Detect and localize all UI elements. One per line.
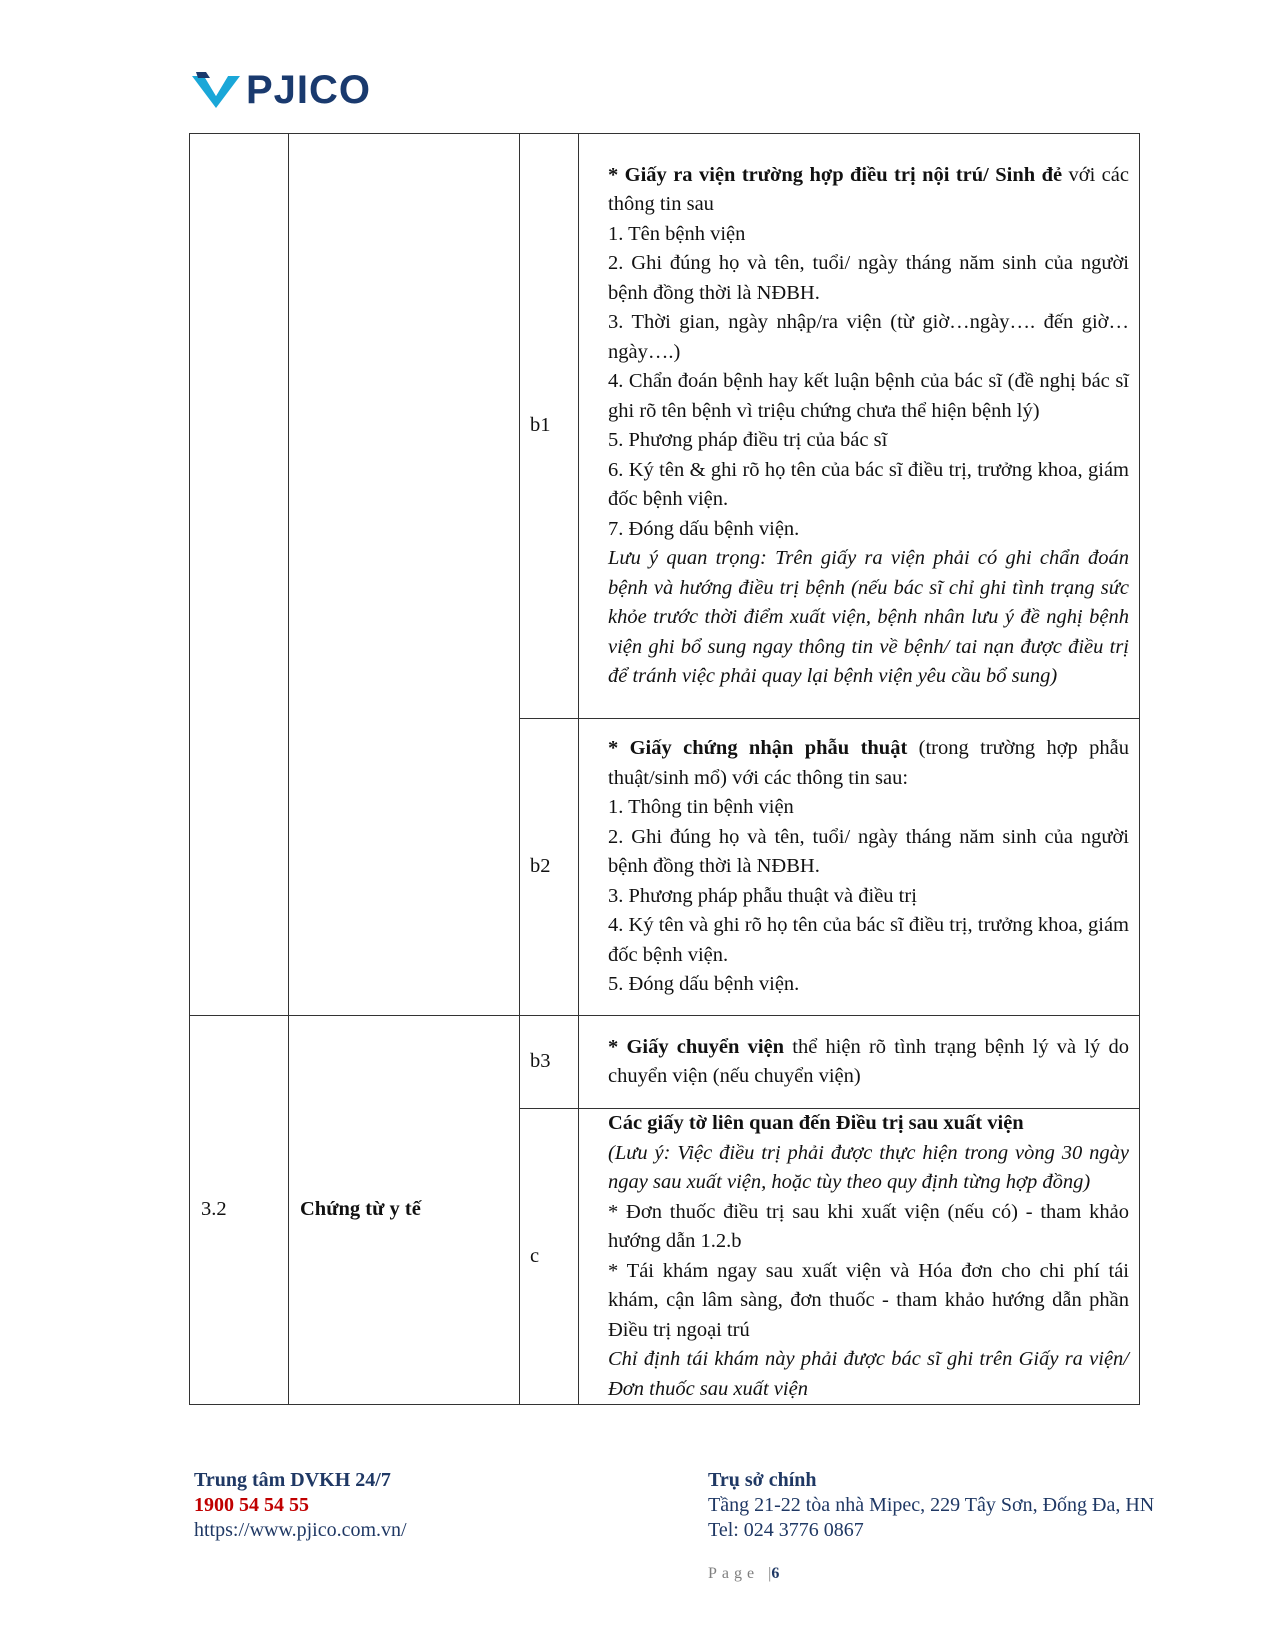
- row-content: [579, 1109, 1140, 1405]
- row-lead-bold: * Giấy chứng nhận phẫu thuật: [608, 737, 908, 760]
- list-item: 2. Ghi đúng họ và tên, tuổi/ ngày tháng năm sinh của người bệnh đồng thời là NĐBH.: [608, 825, 1129, 878]
- list-item: 1. Thông tin bệnh viện: [608, 796, 794, 819]
- logo-text: PJICO: [246, 68, 372, 112]
- section-title: Chứng từ y tế: [289, 1016, 520, 1405]
- row-lead-rest: thể hiện rõ tình trạng bệnh lý và lý do chuyển viện (nếu chuyển viện): [608, 1035, 1129, 1087]
- list-item: * Đơn thuốc điều trị sau khi xuất viện (nếu có) - tham khảo hướng dẫn 1.2.b: [608, 1200, 1129, 1252]
- address: Tầng 21-22 tòa nhà Mipec, 229 Tây Sơn, Đống Đa, HN: [708, 1494, 1155, 1516]
- list-item: 1. Tên bệnh viện: [608, 222, 746, 245]
- list-item: * Tái khám ngay sau xuất viện và Hóa đơn cho chi phí tái khám, cận lâm sàng, đơn thuốc - tham khảo hướng dẫn phần Điều trị ngoại trú: [608, 1259, 1129, 1341]
- page-number-value: 6: [771, 1565, 780, 1582]
- row-lead-rest: với các thông tin sau: [608, 163, 1129, 215]
- table-row: [190, 1016, 1140, 1109]
- row-lead: [608, 1033, 1129, 1092]
- row-lead-bold: * Giấy chuyển viện: [608, 1035, 785, 1058]
- row-lead: [608, 734, 1129, 793]
- row-heading: Các giấy tờ liên quan đến Điều trị sau xuất viện: [608, 1112, 1024, 1134]
- note: (Lưu ý: Việc điều trị phải được thực hiện trong vòng 30 ngày ngay sau xuất viện, hoặc tùy theo quy định từng hợp đồng): [608, 1141, 1129, 1193]
- list-item: 3. Phương pháp phẫu thuật và điều trị: [608, 884, 917, 907]
- list-item: 4. Chẩn đoán bệnh hay kết luận bệnh của bác sĩ (đề nghị bác sĩ ghi rõ tên bệnh vì triệu chứng chưa thể hiện bệnh lý): [608, 370, 1129, 422]
- company-logo: [190, 68, 371, 112]
- section-number-cell-empty: [190, 134, 289, 1016]
- page-separator: |: [768, 1565, 772, 1582]
- row-code: b2: [520, 719, 579, 1016]
- pjico-heart-icon: [190, 70, 242, 110]
- section-number: 3.2: [190, 1016, 289, 1405]
- important-note: Lưu ý quan trọng: Trên giấy ra viện phải có ghi chẩn đoán bệnh và hướng điều trị bệnh (nếu bác sĩ chỉ ghi tình trạng sức khỏe trước thời điểm xuất viện, bệnh nhân lưu ý đề nghị bệnh viện ghi bổ sung ngay thông tin về bệnh/ tai nạn được điều trị để tránh việc phải quay lại bệnh viện yêu cầu bổ sung): [608, 547, 1129, 687]
- hotline-number[interactable]: 1900 54 54 55: [194, 1494, 309, 1516]
- row-content: [579, 1016, 1140, 1109]
- row-code: b1: [520, 134, 579, 719]
- table-row: [190, 134, 1140, 719]
- telephone: Tel: 024 3776 0867: [708, 1519, 864, 1541]
- list-item: 5. Đóng dấu bệnh viện.: [608, 973, 800, 996]
- website-link[interactable]: https://www.pjico.com.vn/: [194, 1519, 407, 1541]
- list-item: 3. Thời gian, ngày nhập/ra viện (từ giờ…ngày…. đến giờ…ngày….): [608, 311, 1129, 363]
- row-content: [579, 134, 1140, 719]
- row-lead: [608, 161, 1129, 220]
- page-number: [708, 1565, 779, 1583]
- footer-left-title: Trung tâm DVKH 24/7: [194, 1469, 391, 1491]
- list-item: 5. Phương pháp điều trị của bác sĩ: [608, 429, 888, 451]
- row-lead-bold: * Giấy ra viện trường hợp điều trị nội trú/ Sinh đẻ: [608, 163, 1063, 186]
- footer-right-title: Trụ sở chính: [708, 1469, 817, 1491]
- list-item: 2. Ghi đúng họ và tên, tuổi/ ngày tháng năm sinh của người bệnh đồng thời là NĐBH.: [608, 252, 1129, 304]
- list-item: 7. Đóng dấu bệnh viện.: [608, 517, 800, 540]
- row-lead-rest: (trong trường hợp phẫu thuật/sinh mổ) với các thông tin sau:: [608, 737, 1129, 789]
- note: Chỉ định tái khám này phải được bác sĩ ghi trên Giấy ra viện/Đơn thuốc sau xuất viện: [608, 1348, 1129, 1400]
- section-title-cell-empty: [289, 134, 520, 1016]
- footer-customer-center: [194, 1468, 407, 1543]
- documents-table: [189, 133, 1140, 1405]
- row-code: c: [520, 1109, 579, 1405]
- footer-headquarters: [708, 1468, 1154, 1543]
- list-item: 4. Ký tên và ghi rõ họ tên của bác sĩ điều trị, trưởng khoa, giám đốc bệnh viện.: [608, 914, 1129, 966]
- list-item: 6. Ký tên & ghi rõ họ tên của bác sĩ điều trị, trưởng khoa, giám đốc bệnh viện.: [608, 458, 1129, 510]
- page-label: Page: [708, 1565, 760, 1582]
- row-code: b3: [520, 1016, 579, 1109]
- row-content: [579, 719, 1140, 1016]
